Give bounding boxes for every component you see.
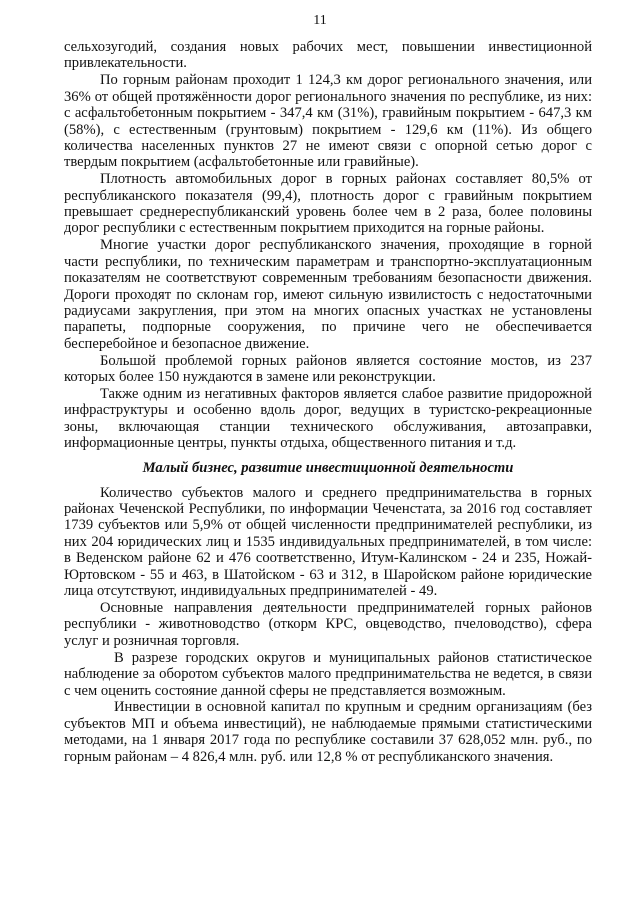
paragraph-business-directions: Основные направления деятельности предпринимателей горных районов республики - животноводство (откорм КРС, овцеводство, пчеловодство), сфера услуг и розничная торговля.: [64, 600, 592, 649]
paragraph-infrastructure: Также одним из негативных факторов является слабое развитие придорожной инфраструктуры и особенно вдоль дорог, ведущих в туристско-рекреационные зоны, включающая станции технического обслуживания, автозаправки, информационные центры, пункты отдыха, общественного питания и т.д.: [64, 386, 592, 452]
paragraph-roads-safety: Многие участки дорог республиканского значения, проходящие в горной части республики, по техническим параметрам и транспортно-эксплуатационным показателям не соответствуют современным требованиям безопасности движения. Дороги проходят по склонам гор, имеют сильную извилистость с недостаточными радиусами закругления, при этом на многих опасных участках не установлены парапеты, подпорные сооружения, по причине чего не обеспечивается бесперебойное и безопасное движение.: [64, 237, 592, 352]
paragraph-roads-length: По горным районам проходит 1 124,3 км дорог регионального значения, или 36% от общей протяжённости дорог регионального значения по республике, из них: с асфальтобетонным покрытием - 347,4 км (31%), гравийным покрытием - 647,3 км (58%), с естественным (грунтовым) покрытием - 129,6 км (11%). Из общего количества населенных пунктов 27 не имеют связи с опорной сетью дорог с твердым покрытием (асфальтобетонные или гравийные).: [64, 72, 592, 171]
section-heading: Малый бизнес, развитие инвестиционной деятельности: [142, 459, 514, 476]
page-number: 11: [313, 13, 327, 28]
paragraph-roads-density: Плотность автомобильных дорог в горных районах составляет 80,5% от республиканского показателя (99,4), плотность дорог с гравийным покрытием превышает среднереспубликанский уровень более чем в 2 раза, более половины дорог республики с естественным покрытием приходится на горные районы.: [64, 171, 592, 237]
paragraph-statistics: В разрезе городских округов и муниципальных районов статистическое наблюдение за оборотом субъектов малого предпринимательства не ведется, в связи с чем оценить состояние данной сферы не представляется возможным.: [64, 649, 592, 699]
paragraph-continuation: сельхозугодий, создания новых рабочих мест, повышении инвестиционной привлекательности.: [64, 39, 592, 72]
paragraph-bridges: Большой проблемой горных районов является состояние мостов, из 237 которых более 150 нуждаются в замене или реконструкции.: [64, 352, 592, 386]
paragraph-business-count: Количество субъектов малого и среднего предпринимательства в горных районах Чеченской Республики, по информации Чеченстата, за 2016 год составляет 1739 субъектов или 5,9% от общей численности предпринимателей республики, из них 204 юридических лиц и 1535 индивидуальных предпринимателей, в том числе: в Веденском районе 62 и 476 соответственно, Итум-Калинском - 24 и 235, Ножай-Юртовском - 55 и 463, в Шатойском - 63 и 312, в Шаройском районе юридические лица отсутствуют, индивидуальных предпринимателей - 49.: [64, 484, 592, 600]
paragraph-investments: Инвестиции в основной капитал по крупным и средним организациям (без субъектов МП и объема инвестиций), не наблюдаемые прямыми статистическими методами, на 1 января 2017 года по республике составили 37 628,052 млн. руб., по горным районам – 4 826,4 млн. руб. или 12,8 % от республиканского значения.: [64, 699, 592, 765]
document-body: [64, 39, 592, 766]
